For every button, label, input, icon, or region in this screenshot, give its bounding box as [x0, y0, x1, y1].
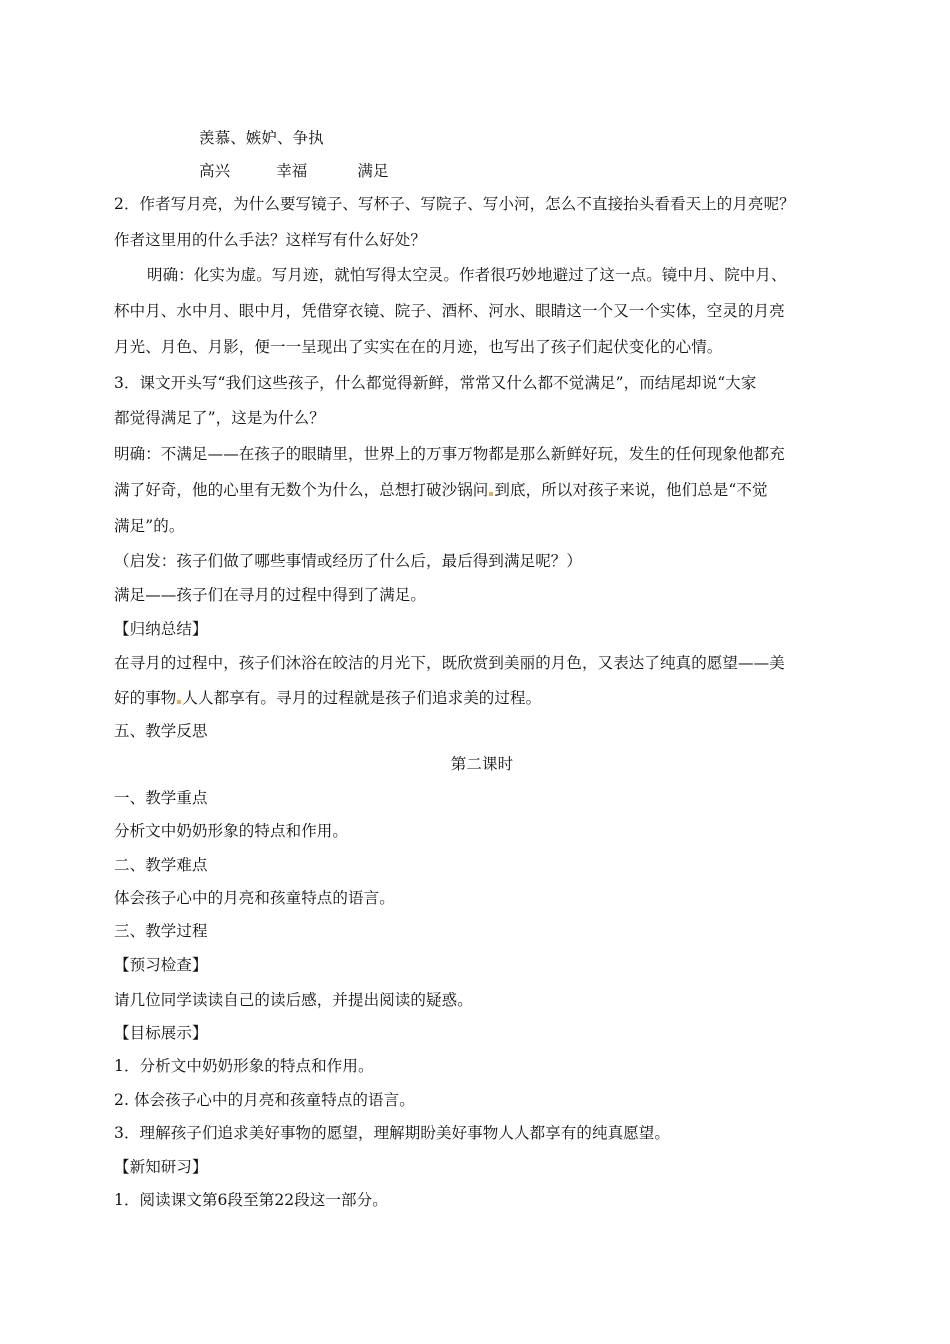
- text-segment: 满足”的。: [114, 517, 185, 535]
- text-line-7: [114, 336, 850, 358]
- text-segment: 高兴: [199, 162, 231, 180]
- text-segment: 明确：不满足——在孩子的眼睛里，世界上的万事万物都是那么新鲜好玩，发生的任何现象他都充: [114, 445, 785, 463]
- text-segment: 明确：化实为虚。写月迹，就怕写得太空灵。作者很巧妙地避过了这一点。镜中月、院中月、: [147, 266, 787, 284]
- text-segment: 1．分析文中奶奶形象的特点和作用。: [114, 1057, 374, 1075]
- text-segment: 都觉得满足了”，这是为什么？: [114, 409, 325, 427]
- text-segment: 3．理解孩子们追求美好事物的愿望，理解期盼美好事物人人都享有的纯真愿望。: [114, 1124, 670, 1142]
- text-segment: 五、教学反思: [114, 722, 208, 740]
- text-segment: 分析文中奶奶形象的特点和作用。: [114, 822, 349, 840]
- section-heading: [114, 787, 850, 809]
- text-segment: 到底，所以对孩子来说，他们总是“不觉: [494, 481, 768, 499]
- text-line-30: [114, 1122, 850, 1144]
- text-line-32: [114, 1189, 850, 1211]
- text-line-21: [114, 820, 850, 842]
- text-line-4: [114, 229, 850, 251]
- text-segment: 好的事物: [114, 689, 177, 707]
- section-heading: [114, 720, 850, 742]
- text-segment: 请几位同学读读自己的读后感，并提出阅读的疑惑。: [114, 991, 473, 1009]
- text-line-11: [114, 479, 850, 501]
- text-segment: 杯中月、水中月、眼中月，凭借穿衣镜、院子、酒杯、河水、眼睛这一个又一个实体，空灵的月亮: [114, 302, 785, 320]
- text-line-17: [114, 687, 850, 709]
- text-line-13: [114, 550, 850, 572]
- text-segment: 人人都享有。寻月的过程就是孩子们追求美的过程。: [182, 689, 542, 707]
- text-segment: 羡慕、嫉妒、争执: [199, 129, 324, 147]
- highlight-mark: [489, 492, 493, 496]
- text-segment: 作者这里用的什么手法？这样写有什么好处？: [114, 231, 427, 249]
- text-line-3: [114, 193, 850, 215]
- text-line-29: [114, 1089, 850, 1111]
- section-heading: [114, 854, 850, 876]
- section-heading: [114, 1022, 850, 1044]
- text-segment: 幸福: [276, 162, 308, 180]
- text-segment: 【新知研习】: [114, 1158, 208, 1176]
- text-segment: 【目标展示】: [114, 1024, 208, 1042]
- text-line-5: [147, 264, 883, 286]
- text-line-10: [114, 443, 850, 465]
- text-segment: 月光、月色、月影，便一一呈现出了实实在在的月迹，也写出了孩子们起伏变化的心情。: [114, 338, 723, 356]
- text-line-2: [199, 160, 935, 182]
- text-segment: 在寻月的过程中，孩子们沐浴在皎洁的月光下，既欣赏到美丽的月色，又表达了纯真的愿望——美: [114, 654, 785, 672]
- section-heading: [114, 920, 850, 942]
- text-segment: 第二课时: [450, 755, 514, 773]
- text-segment: 【归纳总结】: [114, 620, 208, 638]
- text-segment: 2. 体会孩子心中的月亮和孩童特点的语言。: [114, 1091, 415, 1109]
- highlight-mark: [177, 700, 181, 704]
- section-heading: [114, 618, 850, 640]
- section-heading: [114, 954, 850, 976]
- lesson-title: [114, 753, 850, 775]
- text-line-6: [114, 300, 850, 322]
- text-line-12: [114, 515, 850, 537]
- text-segment: 二、教学难点: [114, 856, 208, 874]
- text-segment: 满足: [357, 162, 389, 180]
- text-segment: 三、教学过程: [114, 922, 208, 940]
- text-line-1: [199, 127, 935, 149]
- text-line-14: [114, 584, 850, 606]
- text-segment: 3．课文开头写“我们这些孩子，什么都觉得新鲜，常常又什么都不觉满足”，而结尾却说“大家: [114, 374, 757, 392]
- text-line-26: [114, 989, 850, 1011]
- text-line-16: [114, 652, 850, 674]
- text-segment: （启发：孩子们做了哪些事情或经历了什么后，最后得到满足呢？）: [114, 552, 583, 570]
- text-line-28: [114, 1055, 850, 1077]
- section-heading: [114, 1156, 850, 1178]
- text-segment: 满足——孩子们在寻月的过程中得到了满足。: [114, 586, 427, 604]
- text-line-23: [114, 887, 850, 909]
- text-segment: 一、教学重点: [114, 789, 208, 807]
- text-segment: 2．作者写月亮，为什么要写镜子、写杯子、写院子、写小河，怎么不直接抬头看看天上的月亮呢？: [114, 195, 795, 213]
- text-segment: 满了好奇，他的心里有无数个为什么，总想打破沙锅问: [114, 481, 489, 499]
- text-segment: 1．阅读课文第6段至第22段这一部分。: [114, 1191, 388, 1209]
- text-line-9: [114, 407, 850, 429]
- text-line-8: [114, 372, 850, 394]
- text-segment: 【预习检查】: [114, 956, 208, 974]
- text-segment: 体会孩子心中的月亮和孩童特点的语言。: [114, 889, 395, 907]
